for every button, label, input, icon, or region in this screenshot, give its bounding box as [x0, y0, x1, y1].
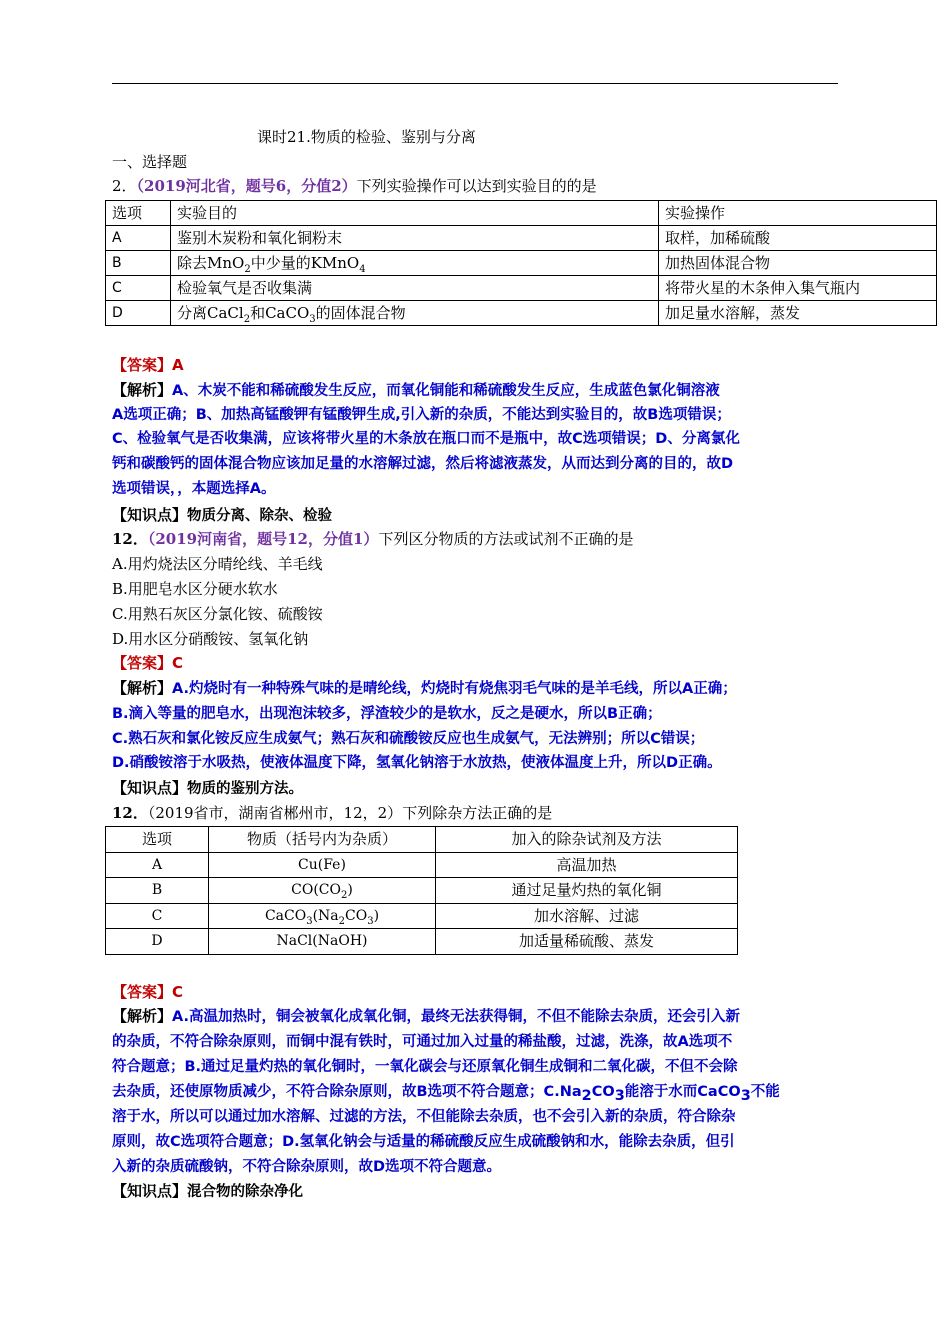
- q2-option-b: B.用肥皂水区分硬水软水: [112, 580, 278, 598]
- q2-option-d: D.用水区分硝酸铵、氢氧化钠: [112, 630, 309, 648]
- q1-analysis-line: [112, 478, 275, 499]
- analysis-text: 去杂质，还使原物质减少，不符合除杂原则，故B选项不符合题意；C.Na: [112, 1084, 582, 1100]
- subscript: 3: [614, 1088, 625, 1104]
- q1-row-a-operation: 取样，加稀硫酸: [659, 226, 937, 251]
- substance-part: ): [373, 907, 380, 924]
- q1-analysis-line: [112, 404, 731, 425]
- q3-stem-line: [112, 803, 552, 823]
- q3-analysis-line: [112, 1056, 738, 1077]
- q3-row-c-option: C: [106, 903, 209, 929]
- q3-source: （2019省市，湖南省郴州市，12，2）: [147, 804, 403, 822]
- q3-analysis-line: [112, 1006, 740, 1027]
- answer-label: 【答案】: [112, 356, 173, 374]
- q2-stem-line: [112, 529, 633, 549]
- analysis-text: A.灼烧时有一种特殊气味的是晴纶线，灼烧时有烧焦羽毛气味的是羊毛线，所以A正确；: [172, 681, 737, 697]
- q2-knowledge: [112, 778, 303, 799]
- q3-row-a-substance: Cu(Fe): [209, 852, 436, 878]
- q1-row-b-option: B: [106, 251, 171, 276]
- subscript: 3: [306, 915, 313, 927]
- q3-row-b-method: 通过足量灼热的氧化铜: [436, 878, 738, 904]
- q1-row-b-purpose: [171, 251, 659, 276]
- q1-row-d-option: D: [106, 301, 171, 326]
- q1-row-a-option: A: [106, 226, 171, 251]
- knowledge-text: 物质的鉴别方法。: [187, 781, 304, 797]
- header-rule: [112, 83, 838, 84]
- table-row: [106, 929, 738, 955]
- q2-option-a: A.用灼烧法区分晴纶线、羊毛线: [112, 555, 323, 573]
- q3-analysis-line: [112, 1081, 780, 1102]
- subscript: 3: [309, 314, 316, 325]
- table-row: [106, 827, 738, 853]
- analysis-text: C、检验氧气是否收集满，应该将带火星的木条放在瓶口而不是瓶中，故C选项错误；D、分离氯化: [112, 431, 740, 447]
- q3-row-d-method: 加适量稀硫酸、蒸发: [436, 929, 738, 955]
- q1-row-c-operation: 将带火星的木条伸入集气瓶内: [659, 276, 937, 301]
- q2-analysis-line: [112, 752, 722, 773]
- q1-number: 2．: [112, 177, 137, 195]
- q3-row-d-option: D: [106, 929, 209, 955]
- q3-number: 12．: [112, 804, 148, 822]
- q1-row-b-operation: 加热固体混合物: [659, 251, 937, 276]
- subscript: 2: [244, 264, 251, 275]
- q1-row-d-operation: 加足量水溶解，蒸发: [659, 301, 937, 326]
- q1-row-b-purpose-part: 除去MnO: [177, 254, 245, 272]
- analysis-text: 选项错误，，本题选择A。: [112, 481, 276, 497]
- analysis-text: A.高温加热时，铜会被氧化成氧化铜，最终无法获得铜，不但不能除去杂质，还会引入新: [172, 1009, 741, 1025]
- q1-header-operation: 实验操作: [659, 201, 937, 226]
- knowledge-text: 混合物的除杂净化: [187, 1184, 304, 1200]
- q3-knowledge: [112, 1181, 303, 1202]
- analysis-text: 钙和碳酸钙的固体混合物应该加足量的水溶解过滤，然后将滤液蒸发，从而达到分离的目的，故D: [112, 456, 734, 472]
- answer-label: 【答案】: [112, 654, 173, 672]
- analysis-text: B.滴入等量的肥皂水，出现泡沫较多，浮渣较少的是软水，反之是硬水，所以B正确；: [112, 706, 662, 722]
- q2-analysis-line: [112, 728, 704, 749]
- analysis-text: 的杂质，不符合除杂原则，而铜中混有铁时，可通过加入过量的稀盐酸，过滤，洗涤，故A选项不: [112, 1034, 733, 1050]
- substance-part: (Na: [312, 907, 339, 924]
- q1-header-option: 选项: [106, 201, 171, 226]
- q1-row-d-purpose-part: 分离CaCl: [177, 304, 244, 322]
- analysis-text: C.熟石灰和氯化铵反应生成氨气；熟石灰和硫酸铵反应也生成氨气，无法辨别；所以C错误；: [112, 731, 705, 747]
- table-row: [106, 201, 937, 226]
- q1-header-purpose: 实验目的: [171, 201, 659, 226]
- answer-label: 【答案】: [112, 983, 173, 1001]
- q1-row-d-purpose-part: 的固体混合物: [315, 304, 406, 322]
- q1-analysis-line: [112, 380, 720, 401]
- table-row: [106, 903, 738, 929]
- knowledge-label: 【知识点】: [112, 1182, 188, 1200]
- analysis-text: 入新的杂质硫酸钠，不符合除杂原则，故D选项不符合题意。: [112, 1159, 502, 1175]
- substance-part: ): [347, 882, 353, 898]
- q3-analysis-line: [112, 1156, 501, 1177]
- q3-analysis-line: [112, 1131, 735, 1152]
- subscript: 2: [338, 915, 345, 927]
- q2-number: 12．: [112, 530, 148, 548]
- q3-row-a-option: A: [106, 852, 209, 878]
- q1-row-c-option: C: [106, 276, 171, 301]
- q3-answer: [112, 982, 183, 1002]
- table-row: [106, 226, 937, 251]
- subscript: 2: [341, 889, 348, 901]
- q2-source: （2019河南省，题号12，分值1）: [147, 530, 379, 548]
- q1-stem-line: [112, 176, 597, 196]
- analysis-label: 【解析】: [112, 679, 173, 697]
- q1-row-a-purpose: 鉴别木炭粉和氧化铜粉末: [171, 226, 659, 251]
- subscript: 2: [581, 1088, 592, 1104]
- answer-value: C: [172, 983, 184, 1001]
- subscript: 4: [359, 264, 366, 275]
- analysis-label: 【解析】: [112, 381, 173, 399]
- q3-row-b-substance: [209, 878, 436, 904]
- q1-table: [105, 200, 937, 326]
- analysis-text: 不能: [750, 1084, 780, 1100]
- q1-row-d-purpose-part: 和CaCO: [250, 304, 310, 322]
- substance-part: CO(CO: [291, 882, 341, 898]
- table-row: [106, 276, 937, 301]
- q2-analysis-line: [112, 678, 737, 699]
- analysis-text: 能溶于水而CaCO: [624, 1084, 741, 1100]
- q2-option-c: C.用熟石灰区分氯化铵、硫酸铵: [112, 605, 323, 623]
- q3-table: [105, 826, 738, 955]
- substance-part: CO: [345, 907, 368, 924]
- page-title: 课时21.物质的检验、鉴别与分离: [257, 128, 476, 146]
- substance-part: CaCO: [264, 907, 307, 924]
- knowledge-text: 物质分离、除杂、检验: [187, 508, 333, 524]
- q3-analysis-line: [112, 1031, 732, 1052]
- analysis-label: 【解析】: [112, 1007, 173, 1025]
- subscript: 2: [243, 314, 251, 325]
- analysis-text: D.硝酸铵溶于水吸热，使液体温度下降，氢氧化钠溶于水放热，使液体温度上升，所以D正确。: [112, 755, 722, 771]
- table-row: [106, 878, 738, 904]
- q3-header-option: 选项: [106, 827, 209, 853]
- q1-source: （2019河北省，题号6，分值2）: [136, 177, 357, 195]
- q3-stem: 下列除杂方法正确的是: [402, 804, 553, 822]
- q2-analysis-line: [112, 703, 662, 724]
- q1-analysis-line: [112, 453, 733, 474]
- analysis-text: CO: [591, 1084, 615, 1100]
- q3-analysis-line: [112, 1106, 736, 1127]
- q2-stem: 下列区分物质的方法或试剂不正确的是: [378, 530, 634, 548]
- q1-answer: [112, 355, 184, 375]
- table-row: [106, 852, 738, 878]
- subscript: 3: [367, 915, 374, 927]
- q3-row-b-option: B: [106, 878, 209, 904]
- q3-row-d-substance: NaCl(NaOH): [209, 929, 436, 955]
- q1-knowledge: [112, 505, 332, 526]
- knowledge-label: 【知识点】: [112, 506, 188, 524]
- subscript: 3: [740, 1088, 751, 1104]
- analysis-text: 溶于水，所以可以通过加水溶解、过滤的方法，不但能除去杂质，也不会引入新的杂质，符合除杂: [112, 1109, 736, 1125]
- analysis-text: A、木炭不能和稀硫酸发生反应，而氧化铜能和稀硫酸发生反应，生成蓝色氯化铜溶液: [172, 383, 720, 399]
- analysis-text: 符合题意；B.通过足量灼热的氧化铜时，一氧化碳会与还原氧化铜生成铜和二氧化碳，不但不会除: [112, 1059, 738, 1075]
- q3-row-a-method: 高温加热: [436, 852, 738, 878]
- q3-row-c-substance: [209, 903, 436, 929]
- q1-row-d-purpose: [171, 301, 659, 326]
- q1-row-c-purpose: 检验氧气是否收集满: [171, 276, 659, 301]
- q3-row-c-method: 加水溶解、过滤: [436, 903, 738, 929]
- analysis-text: 原则，故C选项符合题意；D.氢氧化钠会与适量的稀硫酸反应生成硫酸钠和水，能除去杂质，但引: [112, 1134, 735, 1150]
- answer-value: C: [172, 654, 184, 672]
- section-heading: 一、选择题: [112, 153, 188, 171]
- q1-row-b-purpose-part: 中少量的KMnO: [250, 254, 360, 272]
- table-row: [106, 251, 937, 276]
- answer-value: A: [172, 356, 184, 374]
- table-row: [106, 301, 937, 326]
- q3-header-method: 加入的除杂试剂及方法: [436, 827, 738, 853]
- q1-analysis-line: [112, 428, 740, 449]
- analysis-text: A选项正确；B、加热高锰酸钾有锰酸钾生成,引入新的杂质，不能达到实验目的，故B选项错误；: [112, 407, 731, 423]
- q2-answer: [112, 653, 183, 673]
- q3-header-substance: 物质（括号内为杂质）: [209, 827, 436, 853]
- q1-stem: 下列实验操作可以达到实验目的的是: [356, 177, 597, 195]
- knowledge-label: 【知识点】: [112, 779, 188, 797]
